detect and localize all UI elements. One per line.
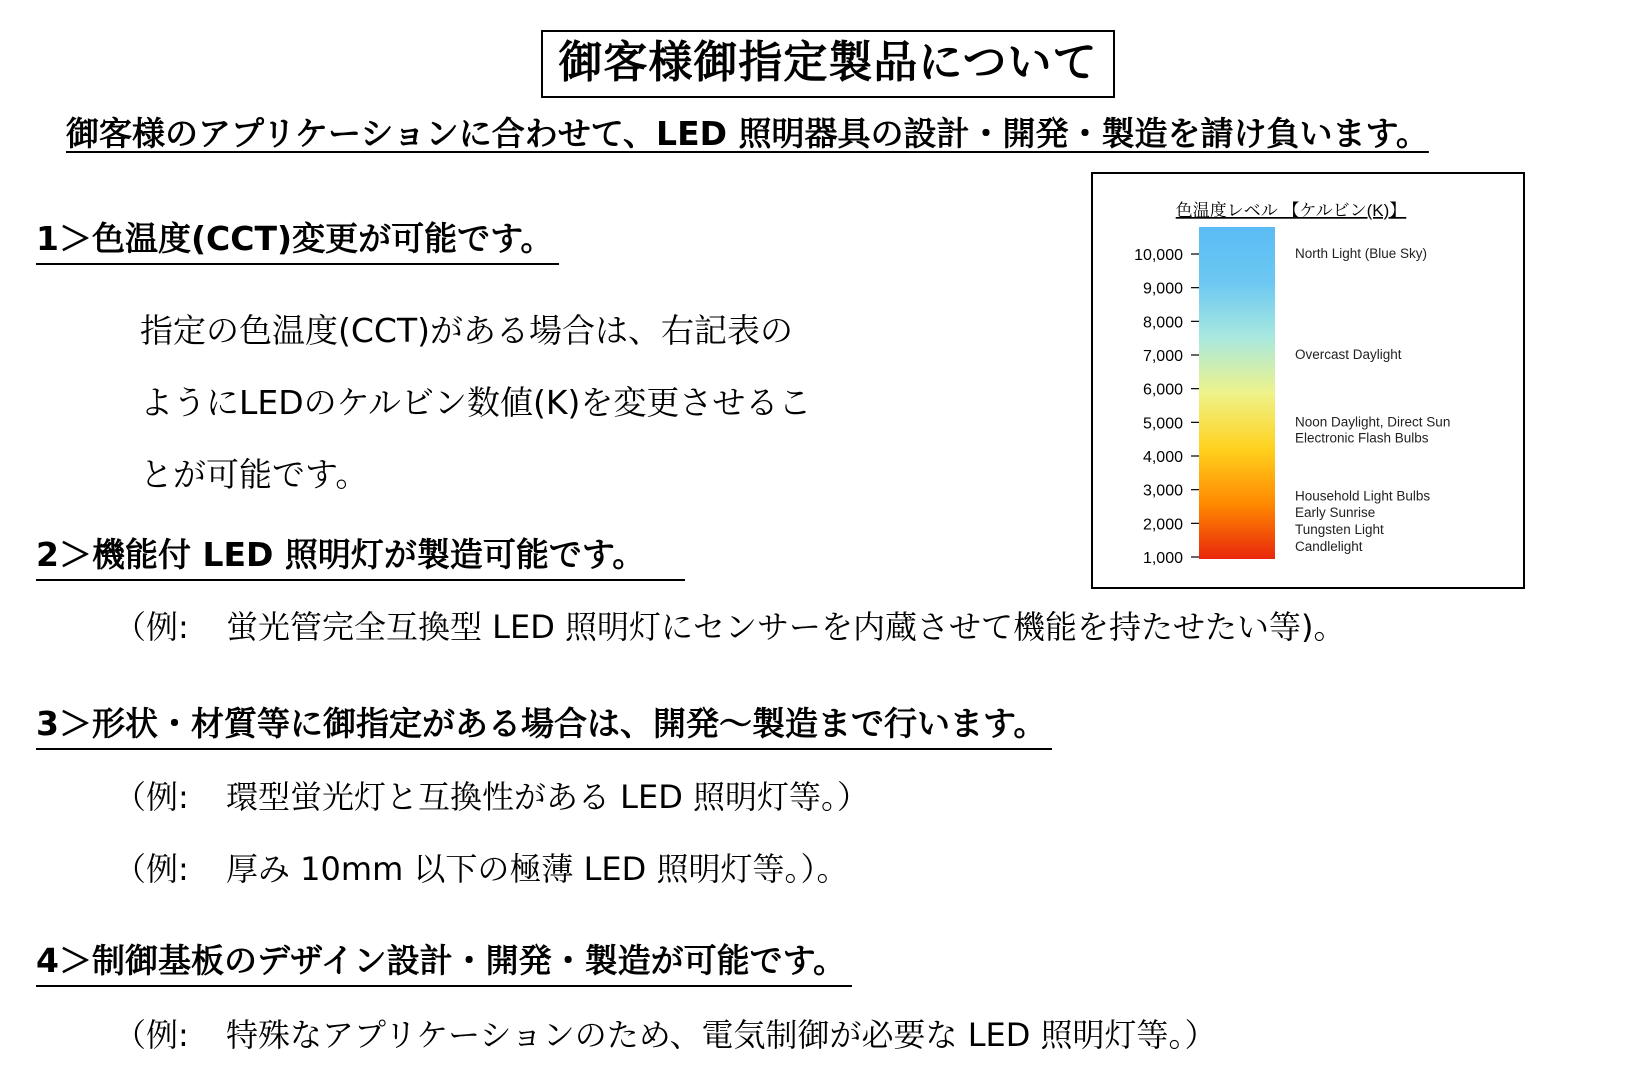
color-temperature-gradient-bar (1199, 227, 1275, 559)
tick-label: 5,000 (1142, 415, 1183, 433)
page-title: 御客様御指定製品について (541, 30, 1115, 98)
section-1-body-line-2: ようにLEDのケルビン数値(K)を変更させるこ (140, 383, 812, 422)
tick-label: 3,000 (1142, 482, 1183, 500)
section-4-example-1 (114, 1011, 1217, 1059)
tick-label: 6,000 (1142, 381, 1183, 399)
example-text: 特殊なアプリケーションのため、電気制御が必要な LED 照明灯等。） (226, 1016, 1217, 1054)
annotation-label: Tungsten Light (1295, 522, 1384, 538)
color-temperature-chart (1091, 172, 1525, 589)
example-text: 環型蛍光灯と互換性がある LED 照明灯等。） (226, 778, 870, 816)
annotation-label: Electronic Flash Bulbs (1295, 430, 1429, 446)
section-1-heading: 1＞色温度(CCT)変更が可能です。 (36, 215, 559, 265)
tick-label: 2,000 (1142, 516, 1183, 534)
section-3-heading: 3＞形状・材質等に御指定がある場合は、開発～製造まで行います。 (36, 700, 1052, 750)
color-temperature-chart-svg (1093, 174, 1523, 587)
tick-label: 8,000 (1142, 314, 1183, 332)
chart-title: 色温度レベル 【ケルビン(K)】 (1175, 201, 1407, 220)
section-3-example-2 (114, 845, 848, 893)
section-1-body-line-3: とが可能です。 (140, 455, 369, 494)
annotation-label: North Light (Blue Sky) (1295, 246, 1428, 261)
tick-label: 9,000 (1142, 280, 1183, 298)
annotation-label: Noon Daylight, Direct Sun (1295, 414, 1451, 430)
annotation-label: Household Light Bulbs (1295, 488, 1431, 504)
page-subtitle: 御客様のアプリケーションに合わせて、LED 照明器具の設計・開発・製造を請け負います。 (66, 114, 1429, 153)
example-prefix: （例: (114, 1016, 189, 1054)
section-2-heading: 2＞機能付 LED 照明灯が製造可能です。 (36, 531, 685, 581)
example-prefix: （例: (114, 778, 189, 816)
tick-label: 1,000 (1142, 550, 1183, 567)
section-2-example-1 (114, 603, 1346, 651)
section-4-heading: 4＞制御基板のデザイン設計・開発・製造が可能です。 (36, 937, 852, 987)
example-text: 蛍光管完全互換型 LED 照明灯にセンサーを内蔵させて機能を持たせたい等)。 (226, 608, 1346, 646)
example-prefix: （例: (114, 608, 189, 646)
example-prefix: （例: (114, 850, 189, 888)
annotation-label: Candlelight (1295, 538, 1363, 554)
tick-label: 10,000 (1134, 247, 1183, 264)
tick-label: 4,000 (1142, 449, 1183, 466)
tick-label: 7,000 (1142, 348, 1183, 365)
section-1-body-line-1: 指定の色温度(CCT)がある場合は、右記表の (140, 311, 793, 350)
annotation-label: Overcast Daylight (1295, 347, 1402, 362)
example-text: 厚み 10mm 以下の極薄 LED 照明灯等。）。 (226, 850, 849, 888)
annotation-label: Early Sunrise (1295, 505, 1376, 521)
section-3-example-1 (114, 773, 869, 821)
